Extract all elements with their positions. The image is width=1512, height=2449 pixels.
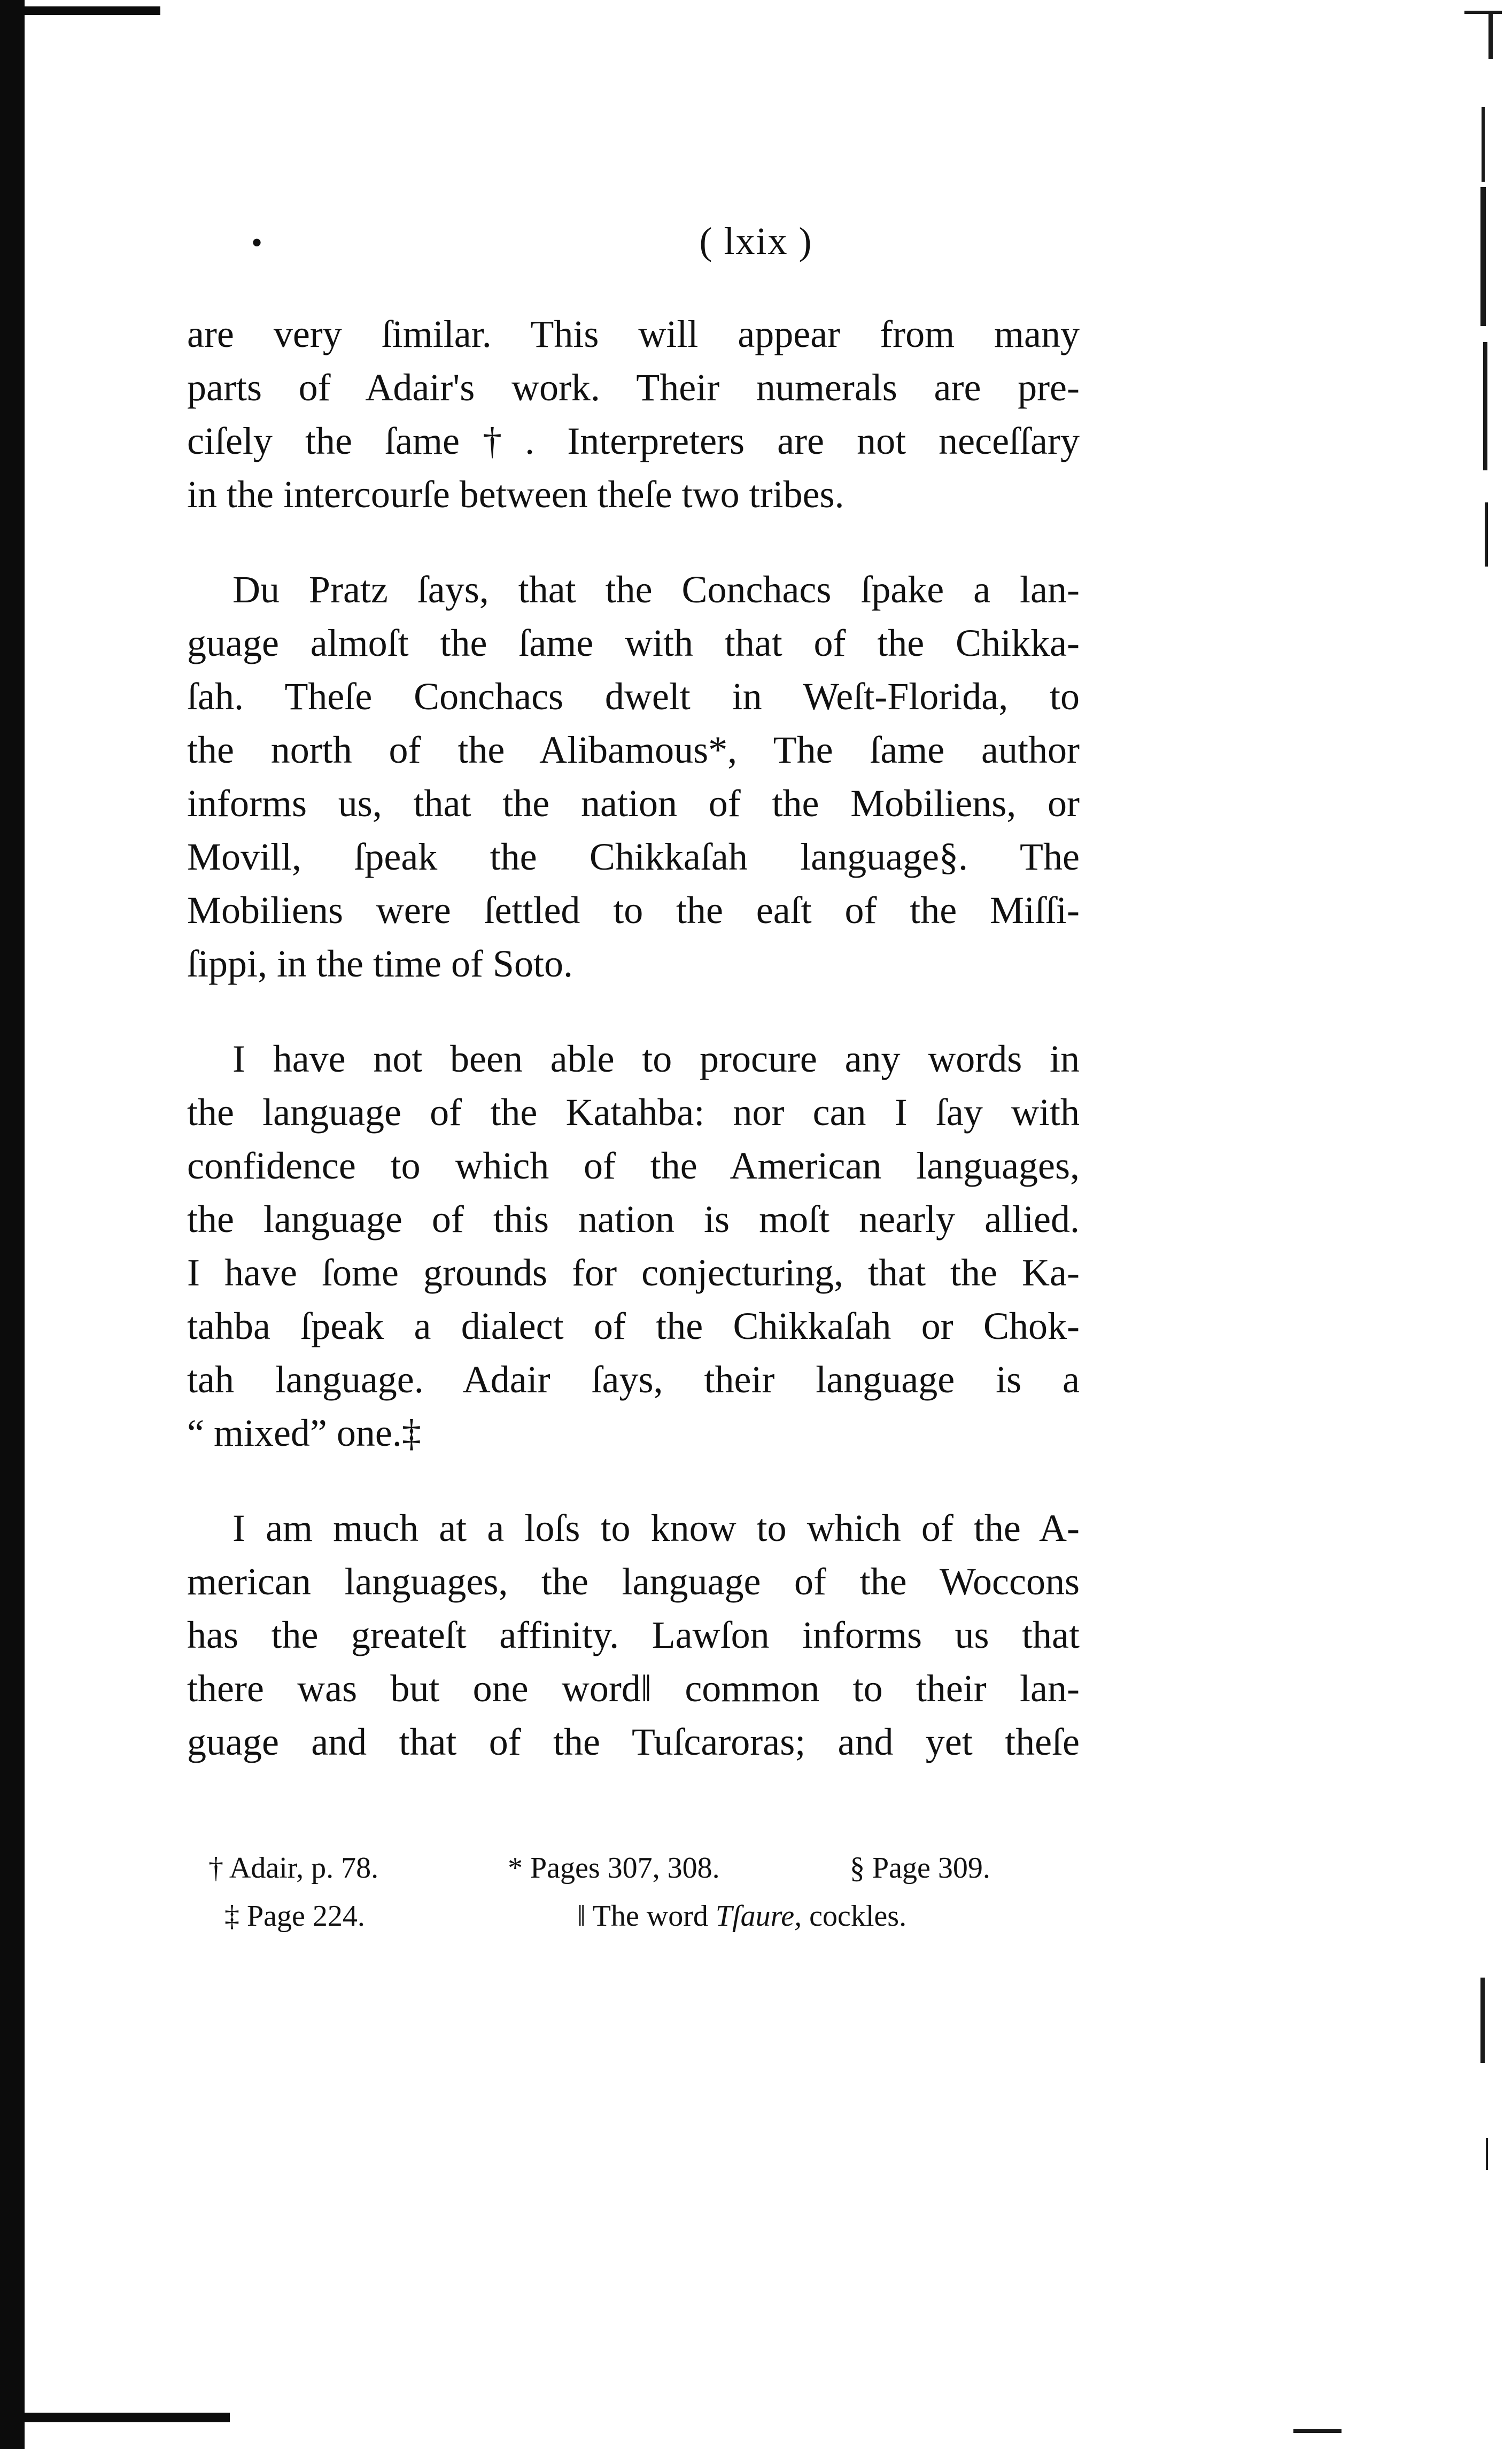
paragraph-2 bbox=[187, 563, 1080, 990]
scan-artifact bbox=[1293, 2429, 1342, 2433]
text-line: ſah. Theſe Conchacs dwelt in Weſt-Florida, to bbox=[187, 675, 1080, 718]
footnote-double-dagger: ‡ Page 224. bbox=[224, 1900, 365, 1933]
footnote-asterisk: * Pages 307, 308. bbox=[508, 1851, 720, 1885]
text-line: tahba ſpeak a dialect of the Chikkaſah or Chok- bbox=[187, 1305, 1080, 1347]
binding-edge-bottom bbox=[0, 2413, 230, 2422]
text-line: there was but one word‖ common to their lan- bbox=[187, 1667, 1080, 1710]
running-head-dot: • bbox=[251, 225, 264, 260]
text-line: confidence to which of the American languages, bbox=[187, 1144, 1080, 1187]
scan-artifact bbox=[1483, 342, 1487, 470]
text-line: I have ſome grounds for conjecturing, that the Ka- bbox=[187, 1251, 1080, 1294]
body-text bbox=[187, 307, 1080, 1810]
text-line: informs us, that the nation of the Mobiliens, or bbox=[187, 782, 1080, 825]
footnote-parallel-word: Tſaure, bbox=[715, 1900, 802, 1933]
text-line: has the greateſt affinity. Lawſon informs us that bbox=[187, 1614, 1080, 1656]
scan-artifact bbox=[1486, 2138, 1488, 2170]
footnote-parallel bbox=[577, 1892, 906, 1940]
text-line: “ mixed” one.‡ bbox=[187, 1412, 421, 1454]
text-line: guage almoſt the ſame with that of the Chikka- bbox=[187, 622, 1080, 664]
text-line: in the intercourſe between theſe two tribes. bbox=[187, 473, 844, 516]
scan-artifact bbox=[1482, 107, 1485, 182]
paragraph-4 bbox=[187, 1501, 1080, 1769]
text-line: Mobiliens were ſettled to the eaſt of the Miſſi- bbox=[187, 889, 1080, 932]
scan-artifact bbox=[1480, 1978, 1485, 2063]
footnote-section: § Page 309. bbox=[850, 1851, 990, 1885]
running-head bbox=[0, 219, 1512, 273]
text-line: merican languages, the language of the Woccons bbox=[187, 1560, 1080, 1603]
footnote-parallel-prefix: ‖ The word bbox=[577, 1900, 716, 1933]
text-line: ciſely the ſame†. Interpreters are not neceſſary bbox=[187, 420, 1080, 462]
text-line: Du Pratz ſays, that the Conchacs ſpake a lan- bbox=[232, 568, 1080, 611]
footnote-parallel-suffix: cockles. bbox=[802, 1900, 907, 1933]
text-line: ſippi, in the time of Soto. bbox=[187, 942, 573, 985]
text-line: the north of the Alibamous*, The ſame author bbox=[187, 728, 1080, 771]
text-line: I am much at a loſs to know to which of the A- bbox=[232, 1507, 1080, 1549]
scan-artifact bbox=[1485, 502, 1488, 567]
text-line: guage and that of the Tuſcaroras; and yet theſe bbox=[187, 1720, 1080, 1763]
text-line: are very ſimilar. This will appear from many bbox=[187, 313, 1080, 355]
footnote-dagger: † Adair, p. 78. bbox=[208, 1851, 379, 1885]
text-line: the language of this nation is moſt nearly allied. bbox=[187, 1198, 1080, 1241]
text-line: tah language. Adair ſays, their language is a bbox=[187, 1358, 1080, 1401]
text-line: Movill, ſpeak the Chikkaſah language§. The bbox=[187, 835, 1080, 878]
footnotes bbox=[208, 1844, 1042, 1940]
text-line: I have not been able to procure any words in bbox=[232, 1037, 1080, 1080]
binding-edge-top bbox=[0, 6, 160, 15]
footnote-row bbox=[208, 1892, 1042, 1940]
footnote-row bbox=[208, 1844, 1042, 1892]
page-number: ( lxix ) bbox=[699, 220, 813, 262]
scan-artifact bbox=[1464, 11, 1502, 14]
paragraph-1 bbox=[187, 307, 1080, 521]
binding-edge bbox=[0, 0, 25, 2449]
text-line: the language of the Katahba: nor can I ſay with bbox=[187, 1091, 1080, 1134]
scan-artifact bbox=[1488, 11, 1493, 59]
text-line: parts of Adair's work. Their numerals are pre- bbox=[187, 366, 1080, 409]
paragraph-3 bbox=[187, 1032, 1080, 1460]
